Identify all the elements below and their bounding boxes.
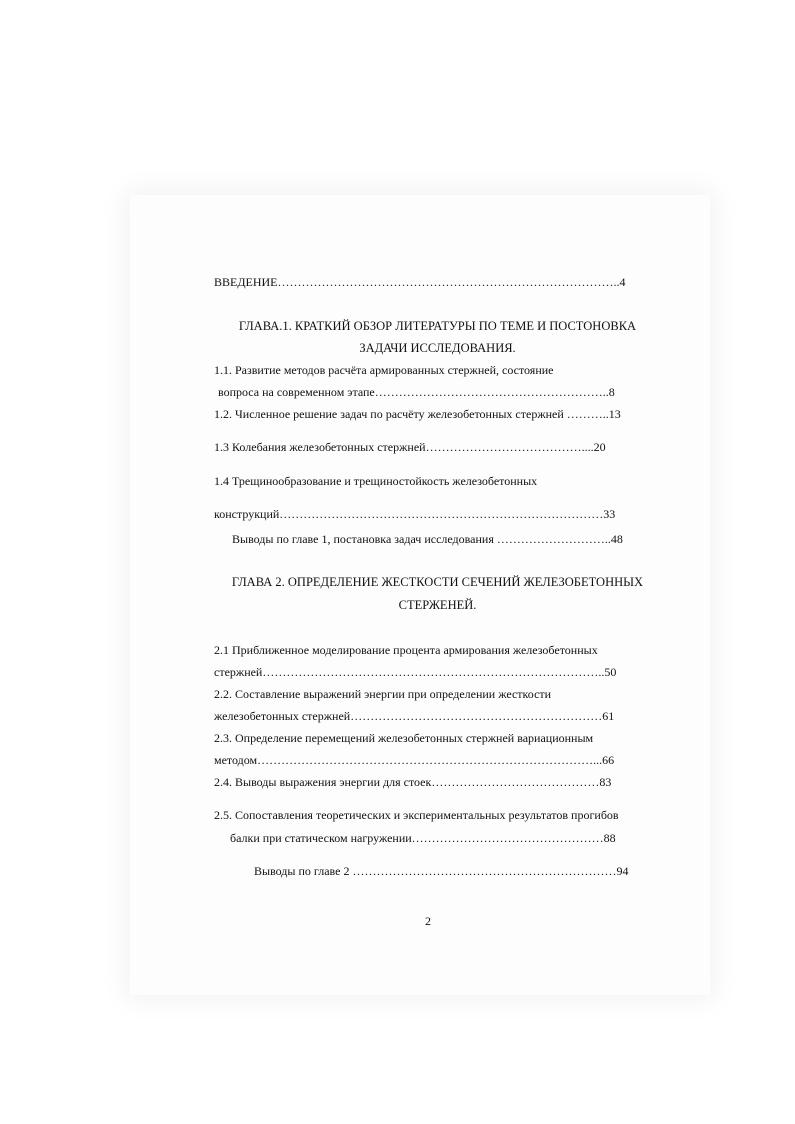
chapter-2-title-line-1: ГЛАВА 2. ОПРЕДЕЛЕНИЕ ЖЕСТКОСТИ СЕЧЕНИЙ ЖЕЛЕЗОБЕТОННЫХ — [231, 575, 644, 589]
chapter-1-title-line-1: ГЛАВА.1. КРАТКИЙ ОБЗОР ЛИТЕРАТУРЫ ПО ТЕМЕ И ПОСТОНОВКА — [238, 319, 637, 333]
toc-section-2-1-line-1: 2.1 Приближенное моделирование процента армирования железобетонных — [214, 643, 598, 657]
toc-section-2-3-line-1: 2.3. Определение перемещений железобетонных стержней вариационным — [214, 731, 594, 745]
toc-section-1-2: 1.2. Численное решение задач по расчёту железобетонных стержней ………..13 — [214, 407, 621, 421]
toc-section-2-2-line-1: 2.2. Составление выражений энергии при определении жесткости — [214, 687, 552, 701]
toc-section-2-2-line-2: железобетонных стержней………………………………………………………61 — [214, 709, 615, 723]
toc-section-1-1-line-2: вопроса на современном этапе…………………………………………………..8 — [218, 385, 615, 399]
chapter-1-title-line-2: ЗАДАЧИ ИССЛЕДОВАНИЯ. — [359, 341, 516, 355]
toc-section-2-1-line-2: стержней…………………………………………………………………………..50 — [214, 665, 617, 679]
toc-section-1-4-line-2: конструкций………………………………………………………………………33 — [214, 507, 616, 521]
toc-section-1-3: 1.3 Колебания железобетонных стержней…………………………………....20 — [214, 440, 606, 454]
toc-section-2-4: 2.4. Выводы выражения энергии для стоек……………………………………83 — [214, 775, 612, 789]
chapter-2-title-line-2: СТЕРЖЕНЕЙ. — [398, 598, 477, 612]
toc-section-2-5-line-1: 2.5. Сопоставления теоретических и экспериментальных результатов прогибов — [214, 808, 619, 822]
toc-section-2-3-line-2: методом…………………………………………………………………………...66 — [214, 753, 615, 767]
toc-introduction: ВВЕДЕНИЕ…………………………………………………………………………..4 — [214, 275, 626, 289]
page-number: 2 — [425, 914, 431, 928]
toc-chapter-2-conclusions: Выводы по главе 2 …………………………………………………………94 — [254, 864, 629, 878]
toc-section-2-5-line-2: балки при статическом нагружении…………………………………………88 — [230, 831, 616, 845]
toc-section-1-4-line-1: 1.4 Трещинообразование и трещиностойкость железобетонных — [214, 474, 538, 488]
toc-section-1-1-line-1: 1.1. Развитие методов расчёта армированных стержней, состояние — [214, 363, 554, 377]
toc-chapter-1-conclusions: Выводы по главе 1, постановка задач исследования ………………………..48 — [232, 532, 623, 546]
